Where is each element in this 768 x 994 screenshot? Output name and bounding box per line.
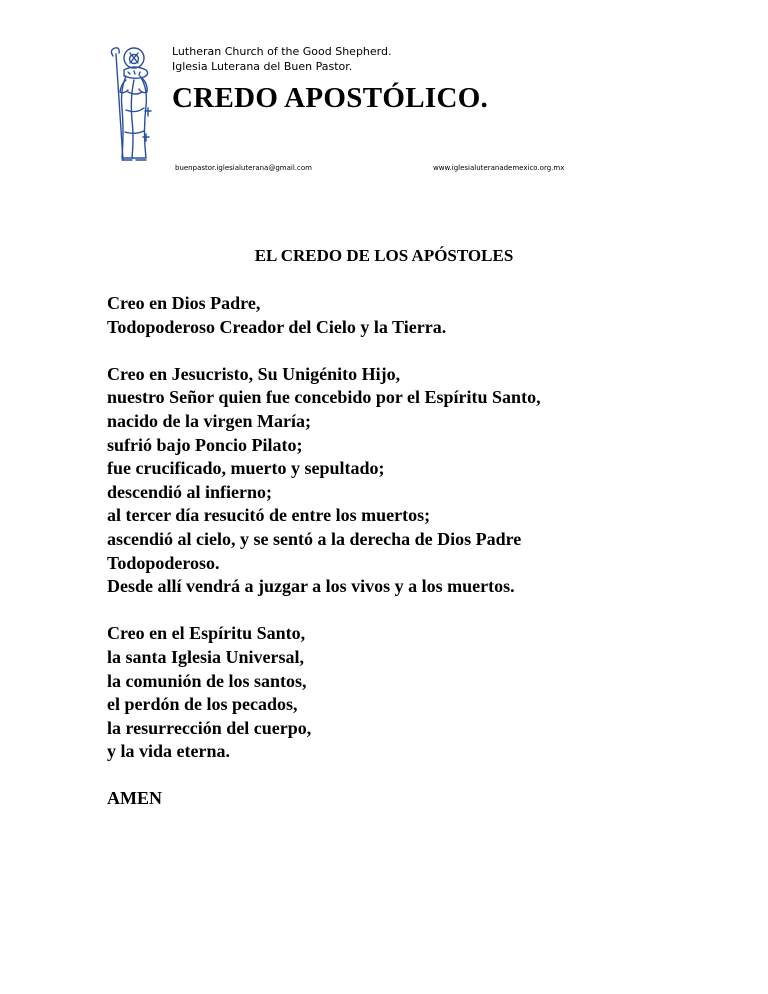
creed-line: y la vida eterna.	[107, 741, 230, 762]
creed-line: Todopoderoso.	[107, 552, 220, 573]
stanza-father	[107, 292, 707, 339]
creed-heading: EL CREDO DE LOS APÓSTOLES	[254, 246, 514, 265]
creed-line: la santa Iglesia Universal,	[107, 646, 305, 667]
creed-line: Creo en Dios Padre,	[107, 293, 261, 313]
creed-line: descendió al infierno;	[107, 481, 272, 502]
creed-line: Desde allí vendrá a juzgar a los vivos y a los muertos.	[107, 576, 515, 597]
creed-line: nuestro Señor quien fue concebido por el Espíritu Santo,	[107, 387, 541, 408]
church-name-english: Lutheran Church of the Good Shepherd.	[172, 45, 392, 58]
contact-email[interactable]: buenpastor.iglesialuterana@gmail.com	[175, 164, 312, 172]
stanza-spirit	[107, 622, 707, 764]
church-logo	[104, 44, 160, 166]
good-shepherd-icon	[104, 44, 160, 166]
amen-text: AMEN	[107, 788, 162, 809]
creed-line: sufrió bajo Poncio Pilato;	[107, 434, 303, 455]
stanza-son	[107, 363, 707, 599]
document-title: CREDO APOSTÓLICO.	[172, 82, 489, 114]
closing-amen	[107, 787, 707, 811]
creed-line: Creo en el Espíritu Santo,	[107, 623, 306, 644]
creed-line: ascendió al cielo, y se sentó a la derecha de Dios Padre	[107, 528, 522, 549]
creed-line: nacido de la virgen María;	[107, 410, 311, 431]
creed-body	[107, 292, 707, 835]
church-name-spanish: Iglesia Luterana del Buen Pastor.	[172, 60, 353, 73]
creed-line: la resurrección del cuerpo,	[107, 717, 312, 738]
creed-line: al tercer día resucitó de entre los muertos;	[107, 505, 431, 526]
creed-line: la comunión de los santos,	[107, 670, 307, 691]
creed-line: Todopoderoso Creador del Cielo y la Tierra.	[107, 316, 447, 337]
creed-line: fue crucificado, muerto y sepultado;	[107, 458, 385, 479]
creed-line: Creo en Jesucristo, Su Unigénito Hijo,	[107, 363, 401, 384]
contact-website[interactable]: www.iglesialuteranademexico.org.mx	[433, 164, 565, 172]
creed-line: el perdón de los pecados,	[107, 694, 298, 715]
